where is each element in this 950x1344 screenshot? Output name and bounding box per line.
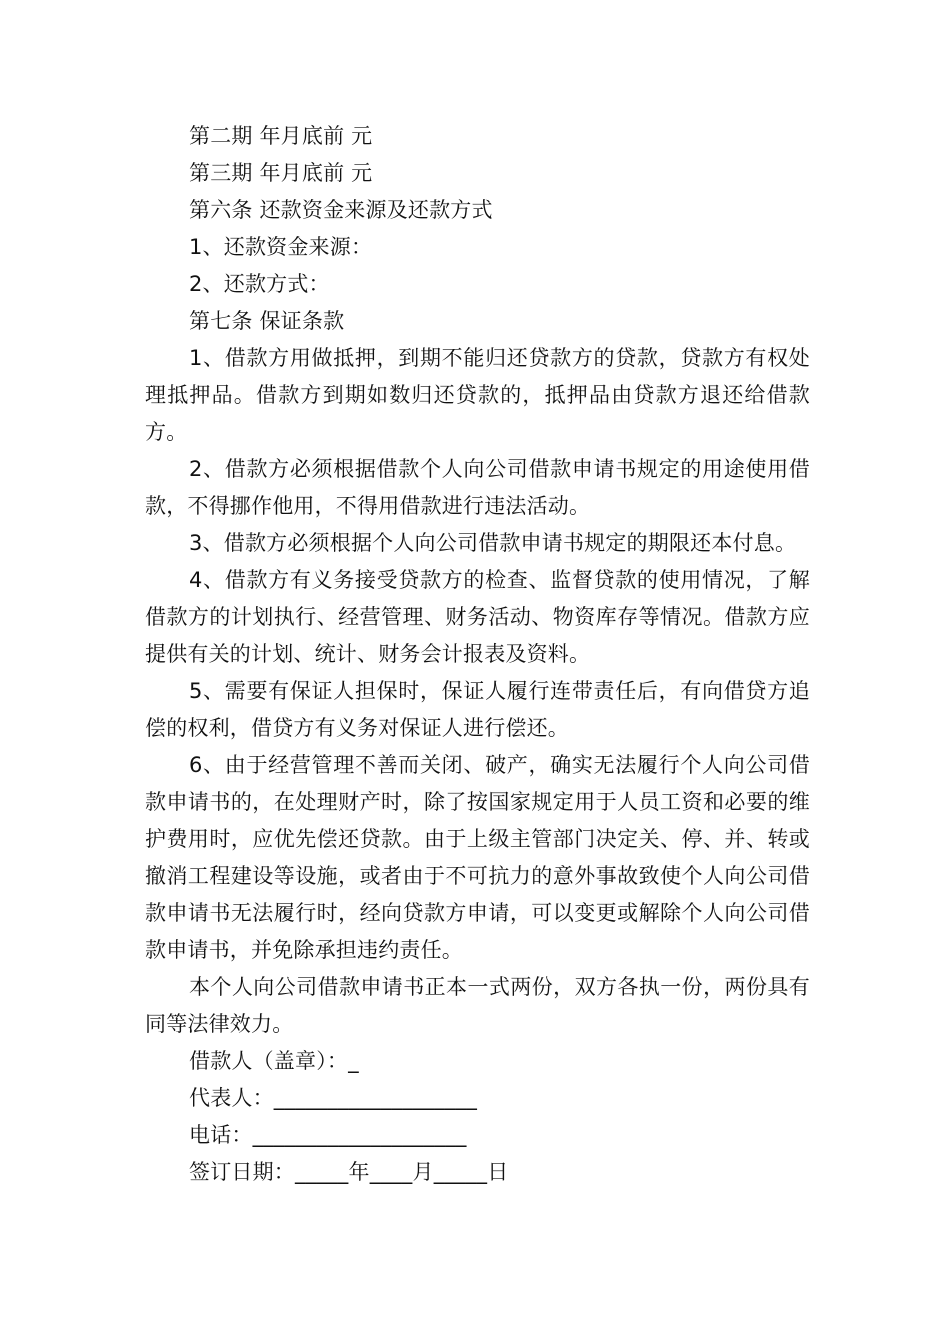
article-7-heading: 第七条 保证条款 (189, 309, 345, 333)
borrower-seal-line: 借款人（盖章）：_ (189, 1049, 359, 1073)
clause-4-paragraph: 4、借款方有义务接受贷款方的检查、监督贷款的使用情况，了解借款方的计划执行、经营管理、财务活动、物资库存等情况。借款方应提供有关的计划、统计、财务会计报表及资料。 (145, 568, 810, 666)
article-6-heading: 第六条 还款资金来源及还款方式 (189, 198, 493, 222)
installment-line-2: 第二期 年月底前 元 (189, 124, 373, 148)
installment-line-3: 第三期 年月底前 元 (189, 161, 373, 185)
signing-date-line: 签订日期：_____年____月_____日 (189, 1160, 509, 1184)
clause-1-paragraph: 1、借款方用做抵押，到期不能归还贷款方的贷款，贷款方有权处理抵押品。借款方到期如数归还贷款的，抵押品由贷款方退还给借款方。 (145, 346, 810, 444)
clause-6-paragraph: 6、由于经营管理不善而关闭、破产，确实无法履行个人向公司借款申请书的，在处理财产时，除了按国家规定用于人员工资和必要的维护费用时，应优先偿还贷款。由于上级主管部门决定关、停、并、转或撤消工程建设等设施，或者由于不可抗力的意外事故致使个人向公司借款申请书无法履行时，经向贷款方申请，可以变更或解除个人向公司借款申请书，并免除承担违约责任。 (145, 753, 810, 962)
clause-3-paragraph: 3、借款方必须根据个人向公司借款申请书规定的期限还本付息。 (189, 531, 797, 555)
representative-line: 代表人：___________________ (189, 1086, 478, 1110)
phone-line: 电话：____________________ (189, 1123, 467, 1147)
copies-paragraph: 本个人向公司借款申请书正本一式两份，双方各执一份，两份具有同等法律效力。 (145, 975, 810, 1036)
document-body (145, 118, 810, 1191)
clause-5-paragraph: 5、需要有保证人担保时，保证人履行连带责任后，有向借贷方追偿的权利，借贷方有义务对保证人进行偿还。 (145, 679, 810, 740)
repayment-method-line: 2、还款方式： (189, 272, 330, 296)
repayment-source-line: 1、还款资金来源： (189, 235, 373, 259)
clause-2-paragraph: 2、借款方必须根据借款个人向公司借款申请书规定的用途使用借款，不得挪作他用，不得用借款进行违法活动。 (145, 457, 810, 518)
